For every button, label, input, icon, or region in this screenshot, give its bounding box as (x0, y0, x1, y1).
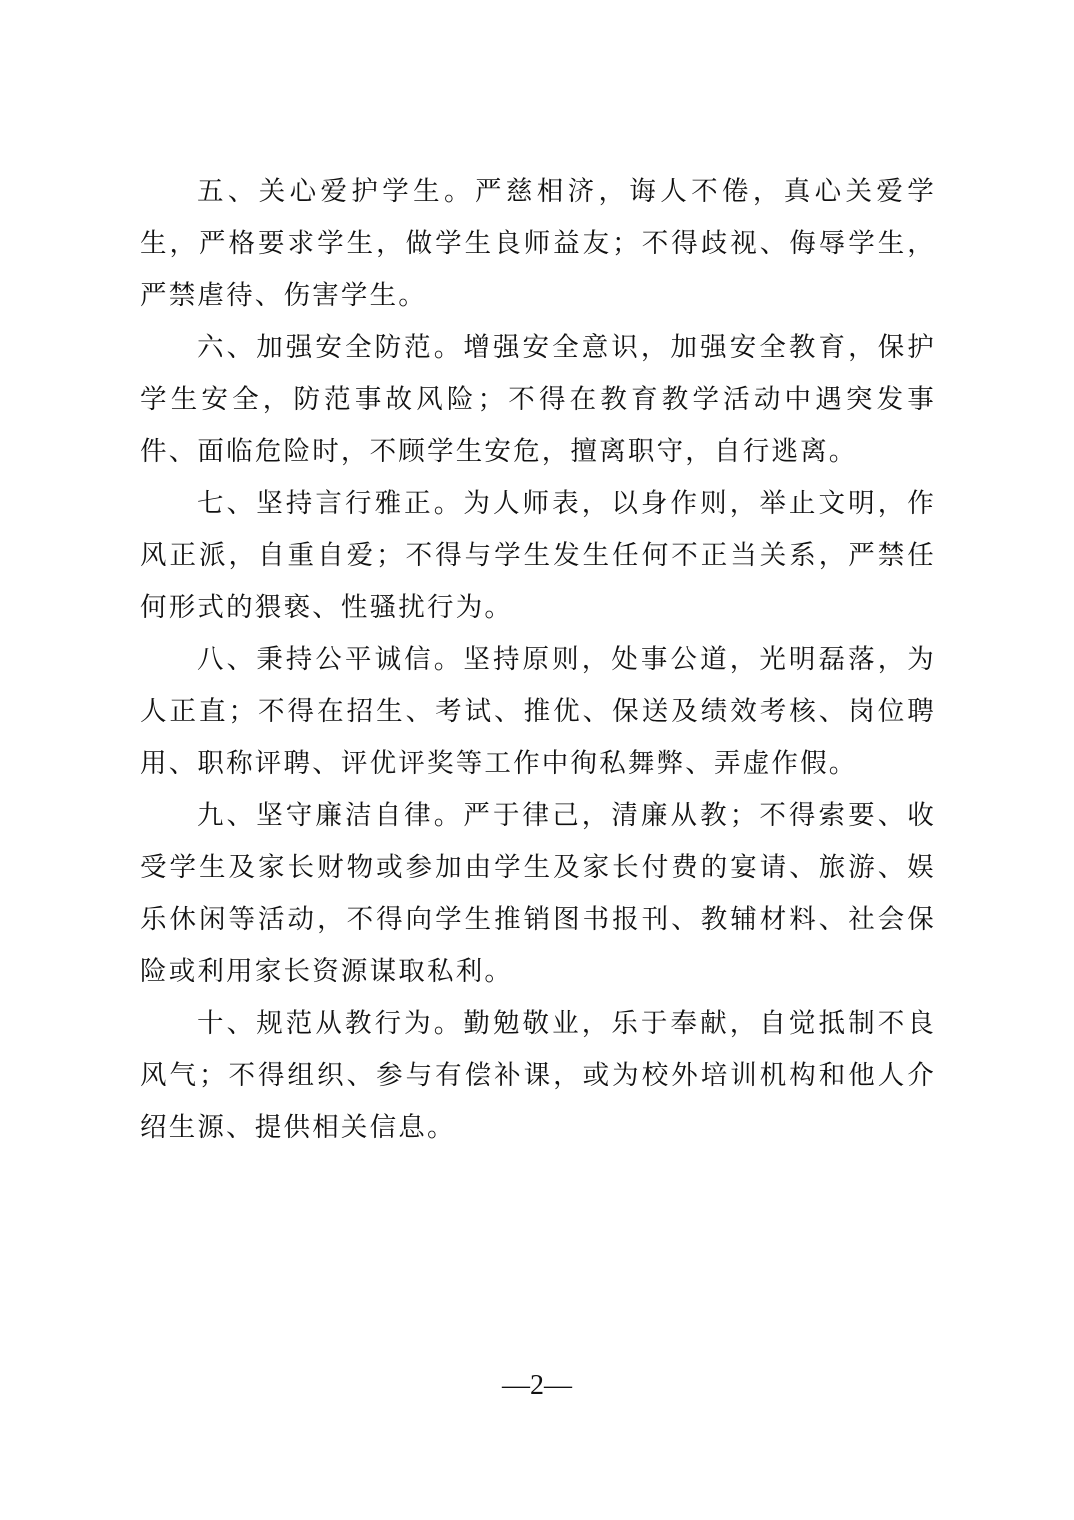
paragraph-6: 六、加强安全防范。增强安全意识，加强安全教育，保护学生安全，防范事故风险；不得在教育教学活动中遇突发事件、面临危险时，不顾学生安危，擅离职守，自行逃离。 (140, 332, 936, 467)
document-body (140, 166, 936, 1154)
paragraph-9: 九、坚守廉洁自律。严于律己，清廉从教；不得索要、收受学生及家长财物或参加由学生及家长付费的宴请、旅游、娱乐休闲等活动，不得向学生推销图书报刊、教辅材料、社会保险或利用家长资源谋取私利。 (140, 800, 936, 987)
page-number: —2— (502, 1370, 572, 1401)
paragraph-8: 八、秉持公平诚信。坚持原则，处事公道，光明磊落，为人正直；不得在招生、考试、推优、保送及绩效考核、岗位聘用、职称评聘、评优评奖等工作中徇私舞弊、弄虚作假。 (140, 644, 936, 779)
paragraph-7: 七、坚持言行雅正。为人师表，以身作则，举止文明，作风正派，自重自爱；不得与学生发生任何不正当关系，严禁任何形式的猥亵、性骚扰行为。 (140, 488, 936, 623)
paragraph-10: 十、规范从教行为。勤勉敬业，乐于奉献，自觉抵制不良风气；不得组织、参与有偿补课，或为校外培训机构和他人介绍生源、提供相关信息。 (140, 1008, 936, 1143)
paragraph-5: 五、关心爱护学生。严慈相济，诲人不倦，真心关爱学生，严格要求学生，做学生良师益友；不得歧视、侮辱学生，严禁虐待、伤害学生。 (140, 176, 936, 311)
